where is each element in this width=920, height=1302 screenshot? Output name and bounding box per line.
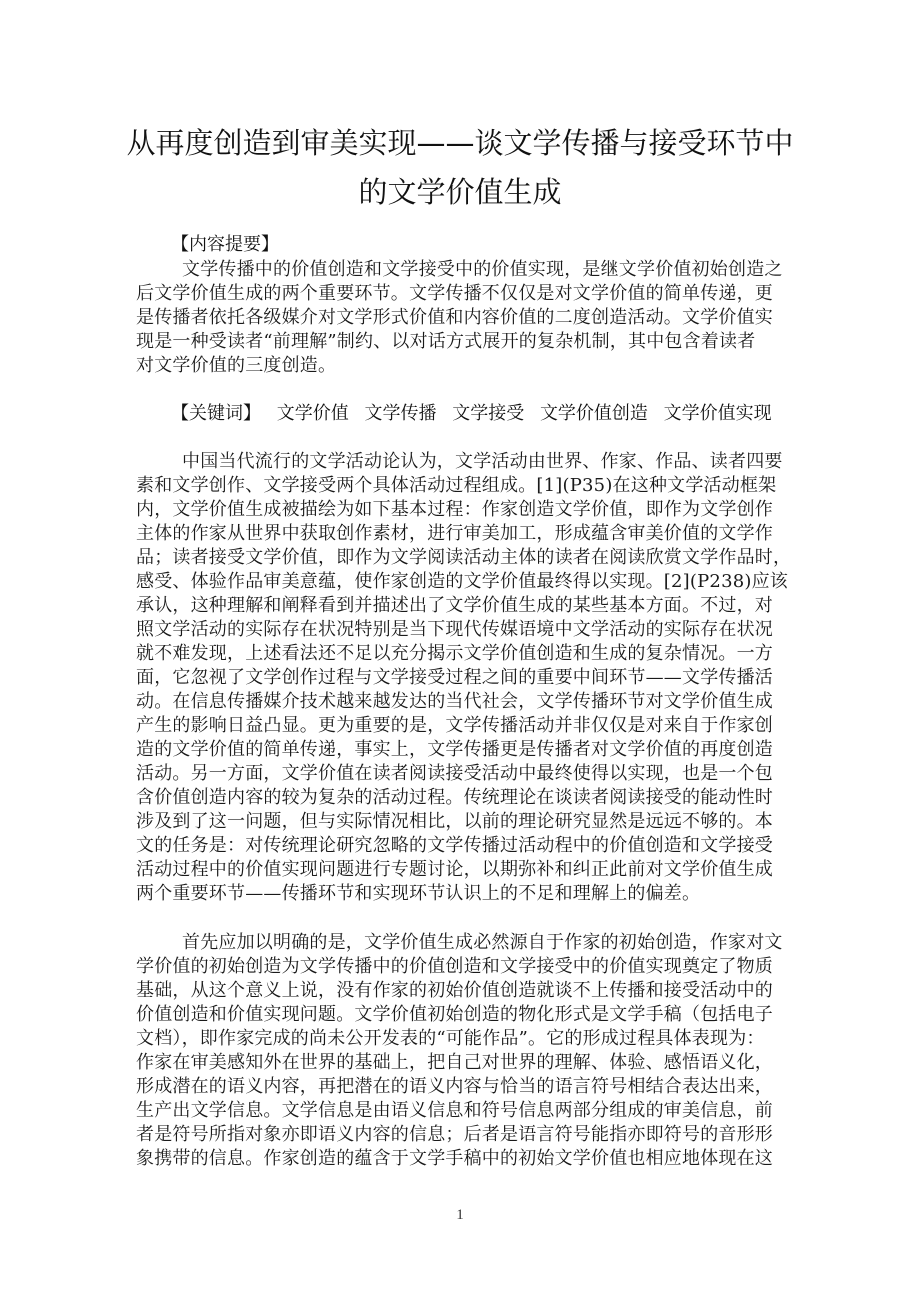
- document-title-line-2: 的文学价值生成: [358, 175, 562, 209]
- abstract-body: [136, 258, 786, 378]
- keyword: 文学价值: [276, 403, 349, 424]
- paragraph-line: 内，文学价值生成被描绘为如下基本过程：作家创造文学价值，即作为文学创作: [136, 499, 773, 520]
- keyword: 文学传播: [364, 403, 437, 424]
- abstract-line: 文学传播中的价值创造和文学接受中的价值实现，是继文学价值初始创造之: [182, 259, 783, 280]
- document-title-line-1: 从再度创造到审美实现——谈文学传播与接受环节中: [126, 126, 794, 160]
- paragraph-line: 涉及到了这一问题，但与实际情况相比，以前的理论研究显然是远远不够的。本: [136, 811, 773, 832]
- page-number: 1: [456, 1207, 464, 1223]
- abstract-line: 对文学价值的三度创造。: [136, 355, 337, 376]
- keyword: 文学价值创造: [539, 403, 648, 424]
- paragraph-line: 作家在审美感知外在世界的基础上，把自己对世界的理解、体验、感悟语义化，: [136, 1052, 773, 1073]
- paragraph-line: 象携带的信息。作家创造的蕴含于文学手稿中的初始文学价值也相应地体现在这: [136, 1148, 773, 1169]
- paragraph-line: 素和文学创作、文学接受两个具体活动过程组成。[1](P35)在这种文学活动框架: [136, 475, 777, 496]
- paragraph-line: 价值创造和价值实现问题。文学价值初始创造的物化形式是文学手稿（包括电子: [136, 1004, 773, 1025]
- paragraph-line: 动。在信息传播媒介技术越来越发达的当代社会，文学传播环节对文学价值生成: [136, 691, 773, 712]
- paragraph-line: 生产出文学信息。文学信息是由语义信息和符号信息两部分组成的审美信息，前: [136, 1100, 773, 1121]
- body-paragraph-2: [136, 931, 786, 1171]
- paragraph-line: 活动。另一方面，文学价值在读者阅读接受活动中最终使得以实现，也是一个包: [136, 763, 773, 784]
- abstract-line: 是传播者依托各级媒介对文学形式价值和内容价值的二度创造活动。文学价值实: [136, 307, 773, 328]
- paragraph-line: 含价值创造内容的较为复杂的活动过程。传统理论在谈读者阅读接受的能动性时: [136, 787, 773, 808]
- paragraph-line: 感受、体验作品审美意蕴，使作家创造的文学价值最终得以实现。[2](P238)应该: [136, 571, 789, 592]
- paragraph-line: 者是符号所指对象亦即语义内容的信息；后者是语言符号能指亦即符号的音形形: [136, 1124, 773, 1145]
- abstract-line: 现是一种受读者“前理解”制约、以对话方式展开的复杂机制，其中包含着读者: [136, 331, 756, 352]
- paragraph-line: 照文学活动的实际存在状况特别是当下现代传媒语境中文学活动的实际存在状况: [136, 619, 773, 640]
- paragraph-line: 品；读者接受文学价值，即作为文学阅读活动主体的读者在阅读欣赏文学作品时，: [136, 547, 792, 568]
- paragraph-line: 造的文学价值的简单传递，事实上，文学传播更是传播者对文学价值的再度创造: [136, 739, 773, 760]
- paragraph-line: 文的任务是：对传统理论研究忽略的文学传播过活动程中的价值创造和文学接受: [136, 835, 773, 856]
- paragraph-line: 面，它忽视了文学创作过程与文学接受过程之间的重要中间环节——文学传播活: [136, 667, 773, 688]
- body-paragraph-1: [136, 450, 792, 906]
- paragraph-line: 形成潜在的语义内容，再把潜在的语义内容与恰当的语言符号相结合表达出来，: [136, 1076, 773, 1097]
- paragraph-line: 产生的影响日益凸显。更为重要的是，文学传播活动并非仅仅是对来自于作家创: [136, 715, 773, 736]
- paragraph-line: 文档），即作家完成的尚未公开发表的“可能作品”。它的形成过程具体表现为：: [136, 1028, 765, 1049]
- keyword: 文学价值实现: [663, 403, 772, 424]
- abstract-line: 后文学价值生成的两个重要环节。文学传播不仅仅是对文学价值的简单传递，更: [136, 283, 773, 304]
- paragraph-line: 两个重要环节——传播环节和实现环节认识上的不足和理解上的偏差。: [136, 883, 701, 904]
- keywords: [171, 402, 772, 426]
- paragraph-line: 活动过程中的价值实现问题进行专题讨论，以期弥补和纠正此前对文学价值生成: [136, 859, 773, 880]
- paragraph-line: 就不难发现，上述看法还不足以充分揭示文学价值创造和生成的复杂情况。一方: [136, 643, 773, 664]
- paragraph-line: 基础，从这个意义上说，没有作家的初始价值创造就谈不上传播和接受活动中的: [136, 980, 773, 1001]
- keyword: 文学接受: [452, 403, 525, 424]
- abstract-label: 【内容提要】: [171, 234, 279, 255]
- paragraph-line: 学价值的初始创造为文学传播中的价值创造和文学接受中的价值实现奠定了物质: [136, 956, 773, 977]
- paragraph-line: 首先应加以明确的是，文学价值生成必然源自于作家的初始创造，作家对文: [182, 932, 783, 953]
- paragraph-line: 承认，这种理解和阐释看到并描述出了文学价值生成的某些基本方面。不过，对: [136, 595, 773, 616]
- paragraph-line: 主体的作家从世界中获取创作素材，进行审美加工，形成蕴含审美价值的文学作: [136, 523, 773, 544]
- paragraph-line: 中国当代流行的文学活动论认为，文学活动由世界、作家、作品、读者四要: [182, 451, 783, 472]
- keywords-label: 【关键词】: [171, 403, 261, 424]
